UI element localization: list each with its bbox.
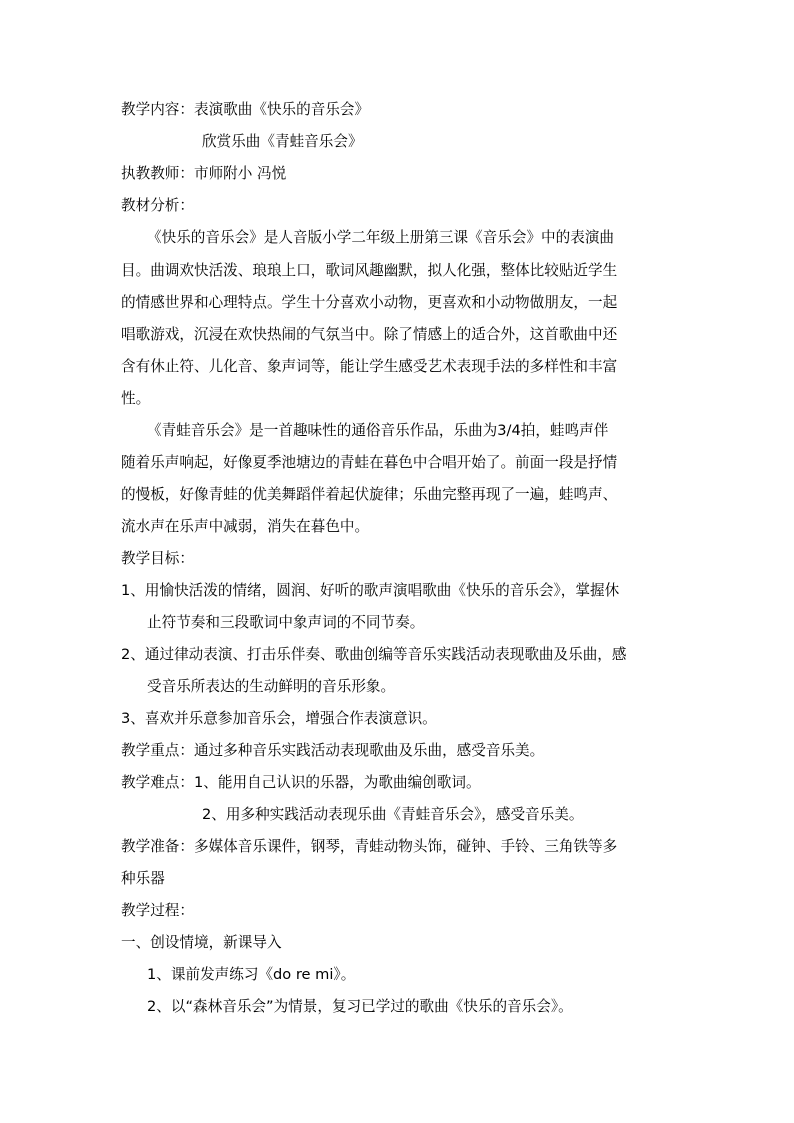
paragraph-line: 目。曲调欢快活泼、琅琅上口，歌词风趣幽默，拟人化强，整体比较贴近学生 (121, 262, 618, 279)
paragraph-line: 性。 (121, 390, 151, 407)
line-key-points: 教学重点：通过多种音乐实践活动表现歌曲及乐曲，感受音乐美。 (121, 742, 545, 759)
heading-teaching-goals: 教学目标： (121, 550, 194, 567)
paragraph-line: 含有休止符、儿化音、象声词等，能让学生感受艺术表现手法的多样性和丰富 (121, 358, 618, 375)
paragraph-line: 《青蛙音乐会》是一首趣味性的通俗音乐作品，乐曲为3/4拍，蛙鸣声伴 (147, 422, 609, 439)
line-difficulties: 教学难点：1、能用自己认识的乐器，为歌曲编创歌词。 (121, 774, 481, 791)
section-heading: 一、创设情境，新课导入 (121, 934, 282, 951)
line-preparation: 教学准备：多媒体音乐课件，钢琴，青蛙动物头饰，碰钟、手铃、三角铁等多 (121, 838, 618, 855)
line-preparation-continued: 种乐器 (121, 870, 165, 887)
process-step: 2、以“森林音乐会”为情景，复习已学过的歌曲《快乐的音乐会》。 (147, 998, 573, 1015)
paragraph-line: 的慢板，好像青蛙的优美舞蹈伴着起伏旋律；乐曲完整再现了一遍，蛙鸣声、 (121, 486, 618, 503)
goal-item-continued: 止符节奏和三段歌词中象声词的不同节奏。 (147, 614, 425, 631)
process-step: 1、课前发声练习《do re mi》。 (147, 966, 356, 983)
paragraph-line: 的情感世界和心理特点。学生十分喜欢小动物，更喜欢和小动物做朋友，一起 (121, 294, 618, 311)
paragraph-line: 随着乐声响起，好像夏季池塘边的青蛙在暮色中合唱开始了。前面一段是抒情 (121, 454, 618, 471)
heading-teaching-process: 教学过程： (121, 902, 194, 919)
line-teaching-content: 教学内容：表演歌曲《快乐的音乐会》 (121, 101, 370, 118)
line-teacher: 执教教师：市师附小 冯悦 (121, 165, 287, 182)
paragraph-line: 流水声在乐声中减弱，消失在暮色中。 (121, 518, 370, 535)
goal-item: 2、通过律动表演、打击乐伴奏、歌曲创编等音乐实践活动表现歌曲及乐曲，感 (121, 646, 627, 663)
line-difficulties-continued: 2、用多种实践活动表现乐曲《青蛙音乐会》，感受音乐美。 (202, 806, 584, 823)
heading-material-analysis: 教材分析： (121, 197, 194, 214)
goal-item: 1、用愉快活泼的情绪，圆润、好听的歌声演唱歌曲《快乐的音乐会》，掌握休 (121, 582, 620, 599)
line-appreciation-piece: 欣赏乐曲《青蛙音乐会》 (202, 133, 363, 150)
goal-item-continued: 受音乐所表达的生动鲜明的音乐形象。 (147, 678, 396, 695)
paragraph-line: 唱歌游戏，沉浸在欢快热闹的气氛当中。除了情感上的适合外，这首歌曲中还 (121, 326, 618, 343)
paragraph-line: 《快乐的音乐会》是人音版小学二年级上册第三课《音乐会》中的表演曲 (147, 229, 615, 246)
goal-item: 3、喜欢并乐意参加音乐会，增强合作表演意识。 (121, 710, 437, 727)
